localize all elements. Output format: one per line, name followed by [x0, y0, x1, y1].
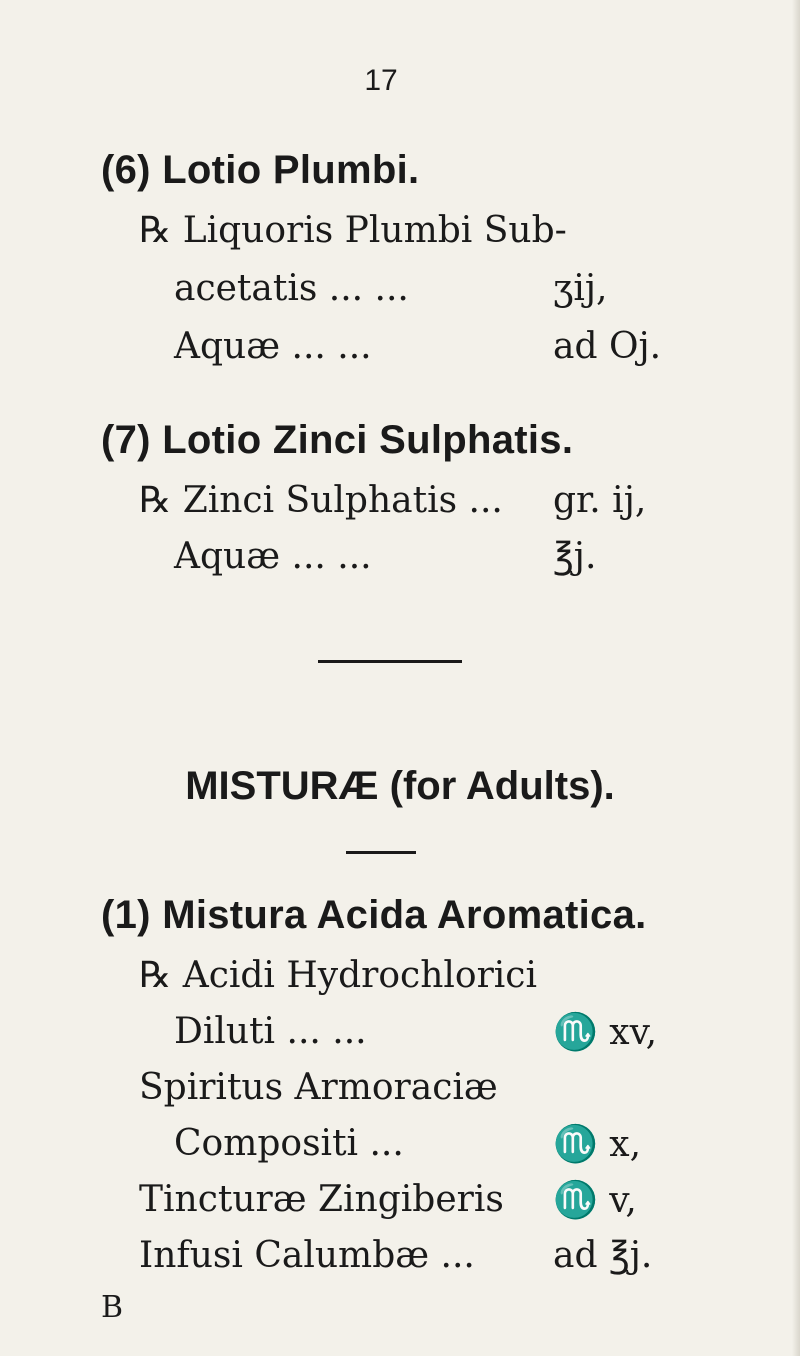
prescription-line: ℞ Zinci Sulphatis ...	[139, 480, 503, 521]
prescription-quantity: ♏ xv,	[553, 1012, 658, 1053]
prescription-line: Diluti ... ...	[174, 1011, 367, 1052]
prescription-quantity: ℥j.	[553, 536, 597, 577]
prescription-line: Tincturæ Zingiberis	[139, 1179, 504, 1220]
prescription-quantity: ♏ v,	[553, 1180, 637, 1221]
short-divider-rule	[346, 851, 416, 854]
prescription-line: Compositi ...	[174, 1123, 404, 1164]
heading-lotio-zinci: (7) Lotio Zinci Sulphatis.	[101, 418, 574, 462]
prescription-quantity: gr. ij,	[553, 480, 647, 521]
prescription-quantity: ♏ x,	[553, 1124, 642, 1165]
prescription-line: ℞ Liquoris Plumbi Sub-	[139, 210, 567, 251]
heading-mistura-acida: (1) Mistura Acida Aromatica.	[101, 893, 647, 937]
prescription-quantity: ad Oj.	[553, 326, 662, 367]
heading-lotio-plumbi: (6) Lotio Plumbi.	[101, 148, 420, 192]
section-title-misturae: MISTURÆ (for Adults).	[185, 764, 615, 808]
prescription-line: acetatis ... ...	[174, 268, 409, 309]
page-edge-shadow	[792, 0, 800, 1356]
prescription-quantity: ʒij,	[553, 268, 608, 309]
prescription-line: Infusi Calumbæ ...	[139, 1235, 475, 1276]
prescription-line: Aquæ ... ...	[174, 326, 372, 367]
prescription-line: Spiritus Armoraciæ	[139, 1067, 498, 1108]
prescription-line: ℞ Acidi Hydrochlorici	[139, 955, 537, 996]
section-divider-rule	[318, 660, 462, 663]
prescription-line: Aquæ ... ...	[174, 536, 372, 577]
signature-mark: B	[101, 1290, 124, 1325]
prescription-quantity: ad ℥j.	[553, 1235, 653, 1276]
page-number: 17	[364, 64, 398, 97]
